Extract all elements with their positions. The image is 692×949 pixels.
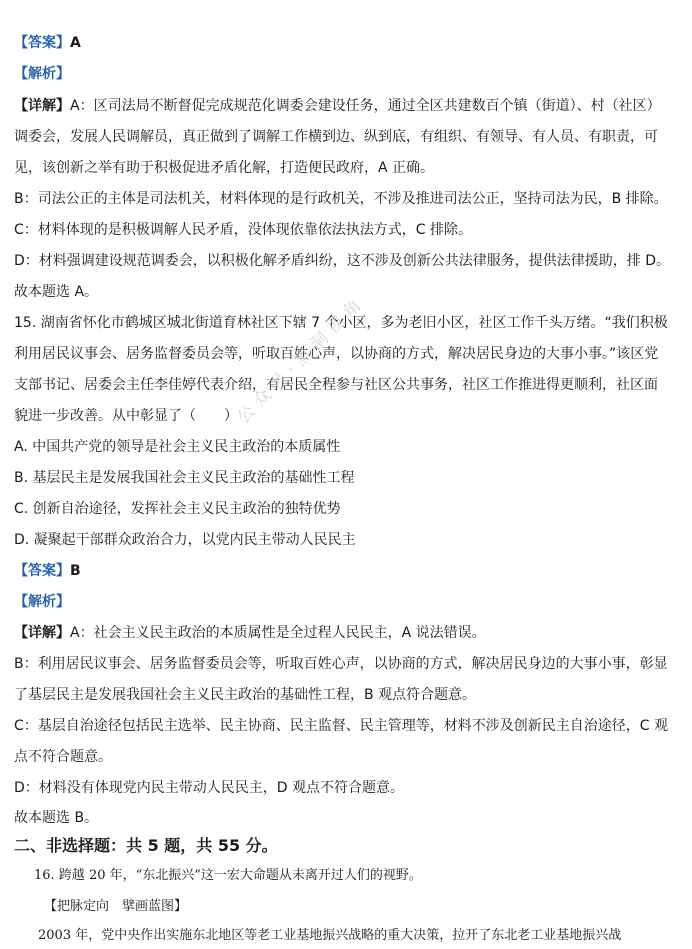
- watermark: 公众号·黑洞视角: [233, 291, 370, 428]
- q14-detail-b: B：司法公正的主体是司法机关，材料体现的是行政机关，不涉及推进司法公正，坚持司法为民，B 排除。: [14, 191, 668, 207]
- q15-option-c: C. 创新自治途径，发挥社会主义民主政治的独特优势: [14, 501, 341, 517]
- q16-stem-line2: 2003 年，党中央作出实施东北地区等老工业基地振兴战略的重大决策，拉开了东北老工业基地振兴战: [38, 928, 622, 943]
- detail-text: A：社会主义民主政治的本质属性是全过程人民民主，A 说法错误。: [70, 625, 486, 641]
- q15-detail-b1: B：利用居民议事会、居务监督委员会等，听取百姓心声，以协商的方式，解决居民身边的大事小事，彰显: [14, 656, 668, 672]
- detail-tag: 【详解】: [14, 98, 70, 114]
- q14-conclusion: 故本题选 A。: [14, 284, 99, 300]
- q14-detail-line2: 调委会，发展人民调解员，真正做到了调解工作横到边、纵到底，有组织、有领导、有人员、有职责，可: [14, 129, 658, 145]
- q15-analysis-tag: [14, 592, 680, 612]
- q15-answer: [14, 561, 680, 581]
- answer-tag: 【答案】: [14, 563, 70, 579]
- q14-detail-d: D：材料强调建设规范调委会，以积极化解矛盾纠纷，这不涉及创新公共法律服务，提供法律援助，排 D。: [14, 253, 671, 269]
- q15-conclusion: 故本题选 B。: [14, 810, 99, 826]
- q14-answer: [14, 33, 680, 53]
- answer-value: A: [70, 35, 81, 51]
- q14-detail-line1: [14, 96, 680, 116]
- q15-detail-c2: 点不符合题意。: [14, 749, 112, 765]
- q15-detail-c1: C：基层自治途径包括民主选举、民主协商、民主监督、民主管理等，材料不涉及创新民主自治途径，C 观: [14, 718, 668, 734]
- q15-detail-b2: 了基层民主是发展我国社会主义民主政治的基础性工程，B 观点符合题意。: [14, 687, 477, 703]
- q16-stem-line1: 16. 跨越 20 年，“东北振兴”这一宏大命题从未离开过人们的视野。: [34, 868, 422, 883]
- q15-stem-line3: 支部书记、居委会主任李佳婷代表介绍，有居民全程参与社区公共事务，社区工作推进得更顺利，社区面: [14, 377, 658, 393]
- q15-option-a: A. 中国共产党的领导是社会主义民主政治的本质属性: [14, 439, 341, 455]
- answer-tag: 【答案】: [14, 35, 70, 51]
- q15-detail-d: D：材料没有体现党内民主带动人民民主，D 观点不符合题意。: [14, 780, 405, 796]
- q14-detail-line3: 见，该创新之举有助于积极促进矛盾化解，打造便民政府，A 正确。: [14, 160, 435, 176]
- answer-value: B: [70, 563, 81, 579]
- q14-detail-c: C：材料体现的是积极调解人民矛盾，没体现依靠依法执法方式，C 排除。: [14, 222, 472, 238]
- q15-option-b: B. 基层民主是发展我国社会主义民主政治的基础性工程: [14, 470, 355, 486]
- q15-stem-line4: 貌进一步改善。从中彰显了（ ）: [14, 408, 238, 424]
- q14-analysis-tag: [14, 64, 680, 84]
- q15-stem-line1: 15. 湖南省怀化市鹤城区城北街道育林社区下辖 7 个小区，多为老旧小区，社区工作千头万绪。“我们积极: [14, 315, 668, 331]
- section-heading: 二、非选择题：共 5 题，共 55 分。: [14, 836, 278, 855]
- q16-subheading: 【把脉定向 擘画蓝图】: [44, 899, 188, 914]
- q15-option-d: D. 凝聚起干部群众政治合力，以党内民主带动人民民主: [14, 532, 356, 548]
- q15-detail-line1: [14, 623, 680, 643]
- q15-stem-line2: 利用居民议事会、居务监督委员会等，听取百姓心声，以协商的方式，解决居民身边的大事小事。”该区党: [14, 346, 659, 362]
- detail-tag: 【详解】: [14, 625, 70, 641]
- analysis-tag: 【解析】: [14, 594, 70, 610]
- detail-text: A：区司法局不断督促完成规范化调委会建设任务，通过全区共建数百个镇（街道）、村（社区）: [70, 98, 661, 114]
- analysis-tag: 【解析】: [14, 66, 70, 82]
